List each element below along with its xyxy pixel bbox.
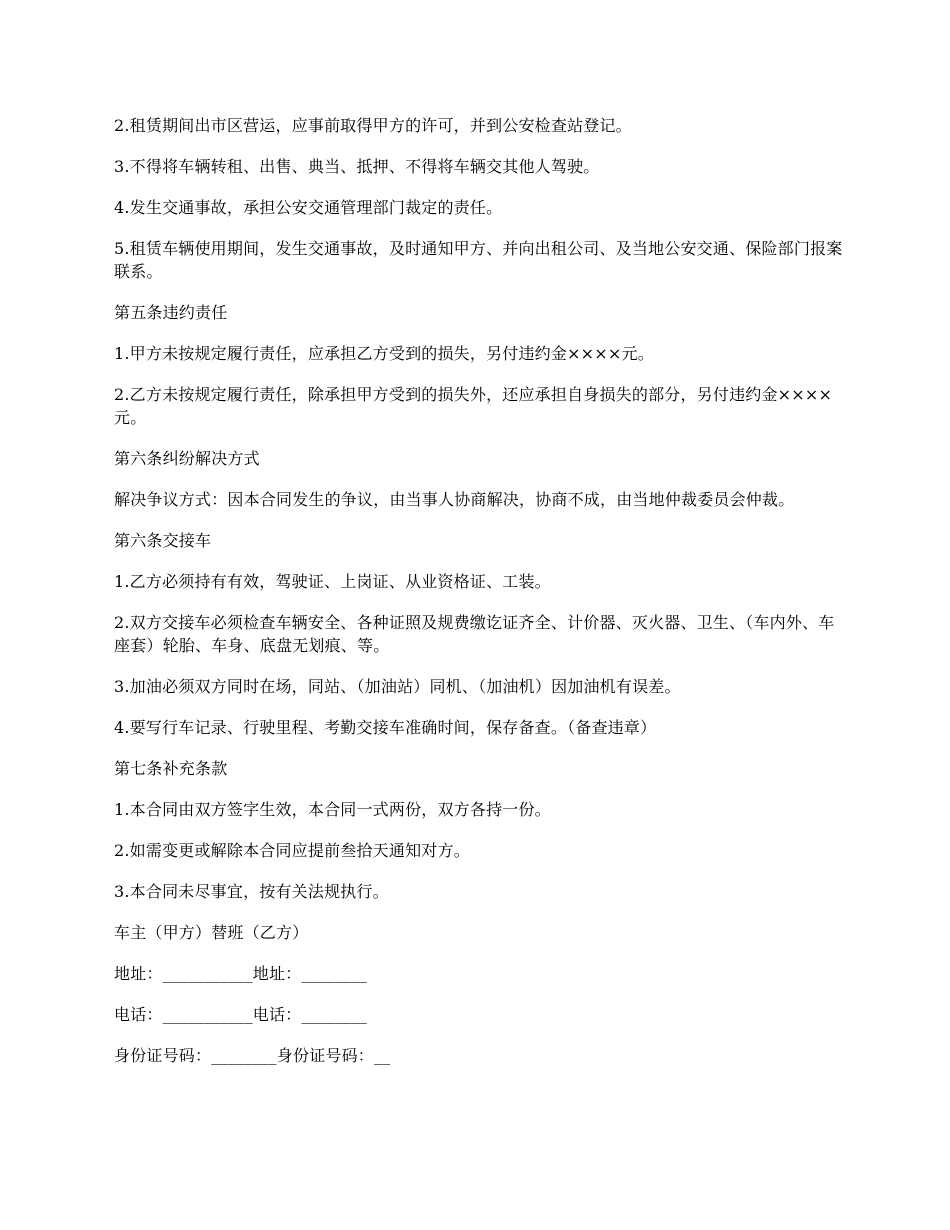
clause-paragraph: 1.乙方必须持有有效，驾驶证、上岗证、从业资格证、工装。 [114, 572, 551, 591]
section-heading: 第五条违约责任 [114, 303, 228, 322]
party-header: 车主（甲方）替班（乙方） [114, 923, 309, 942]
clause-paragraph: 解决争议方式：因本合同发生的争议，由当事人协商解决，协商不成，由当地仲裁委员会仲裁。 [114, 490, 795, 509]
clause-paragraph: 4.发生交通事故，承担公安交通管理部门裁定的责任。 [114, 198, 503, 217]
document-body [114, 114, 844, 1085]
section-heading: 第六条纠纷解决方式 [114, 449, 260, 468]
clause-paragraph: 2.租赁期间出市区营运，应事前取得甲方的许可，并到公安检查站登记。 [114, 116, 632, 135]
clause-paragraph: 2.双方交接车必须检查车辆安全、各种证照及规费缴讫证齐全、计价器、灭火器、卫生、（车内外、车座套）轮胎、车身、底盘无划痕、等。 [114, 613, 835, 655]
clause-paragraph: 2.如需变更或解除本合同应提前叁拾天通知对方。 [114, 841, 470, 860]
section-heading: 第六条交接车 [114, 531, 212, 550]
phone-line: 电话：___________电话：________ [114, 1005, 368, 1024]
clause-paragraph: 1.甲方未按规定履行责任，应承担乙方受到的损失，另付违约金××××元。 [114, 344, 654, 363]
address-line: 地址：___________地址：________ [114, 964, 368, 983]
clause-paragraph: 3.加油必须双方同时在场，同站、（加油站）同机、（加油机）因加油机有误差。 [114, 677, 681, 696]
clause-paragraph: 3.不得将车辆转租、出售、典当、抵押、不得将车辆交其他人驾驶。 [114, 157, 600, 176]
clause-paragraph: 3.本合同未尽事宜，按有关法规执行。 [114, 882, 389, 901]
clause-paragraph: 5.租赁车辆使用期间，发生交通事故，及时通知甲方、并向出租公司、及当地公安交通、保险部门报案联系。 [114, 239, 843, 281]
clause-paragraph: 2.乙方未按规定履行责任，除承担甲方受到的损失外，还应承担自身损失的部分，另付违约金××××元。 [114, 385, 833, 427]
clause-paragraph: 4.要写行车记录、行驶里程、考勤交接车准确时间，保存备查。（备查违章） [114, 718, 657, 737]
clause-paragraph: 1.本合同由双方签字生效，本合同一式两份，双方各持一份。 [114, 800, 551, 819]
id-number-line: 身份证号码：________身份证号码：__ [114, 1046, 391, 1065]
section-heading: 第七条补充条款 [114, 759, 228, 778]
